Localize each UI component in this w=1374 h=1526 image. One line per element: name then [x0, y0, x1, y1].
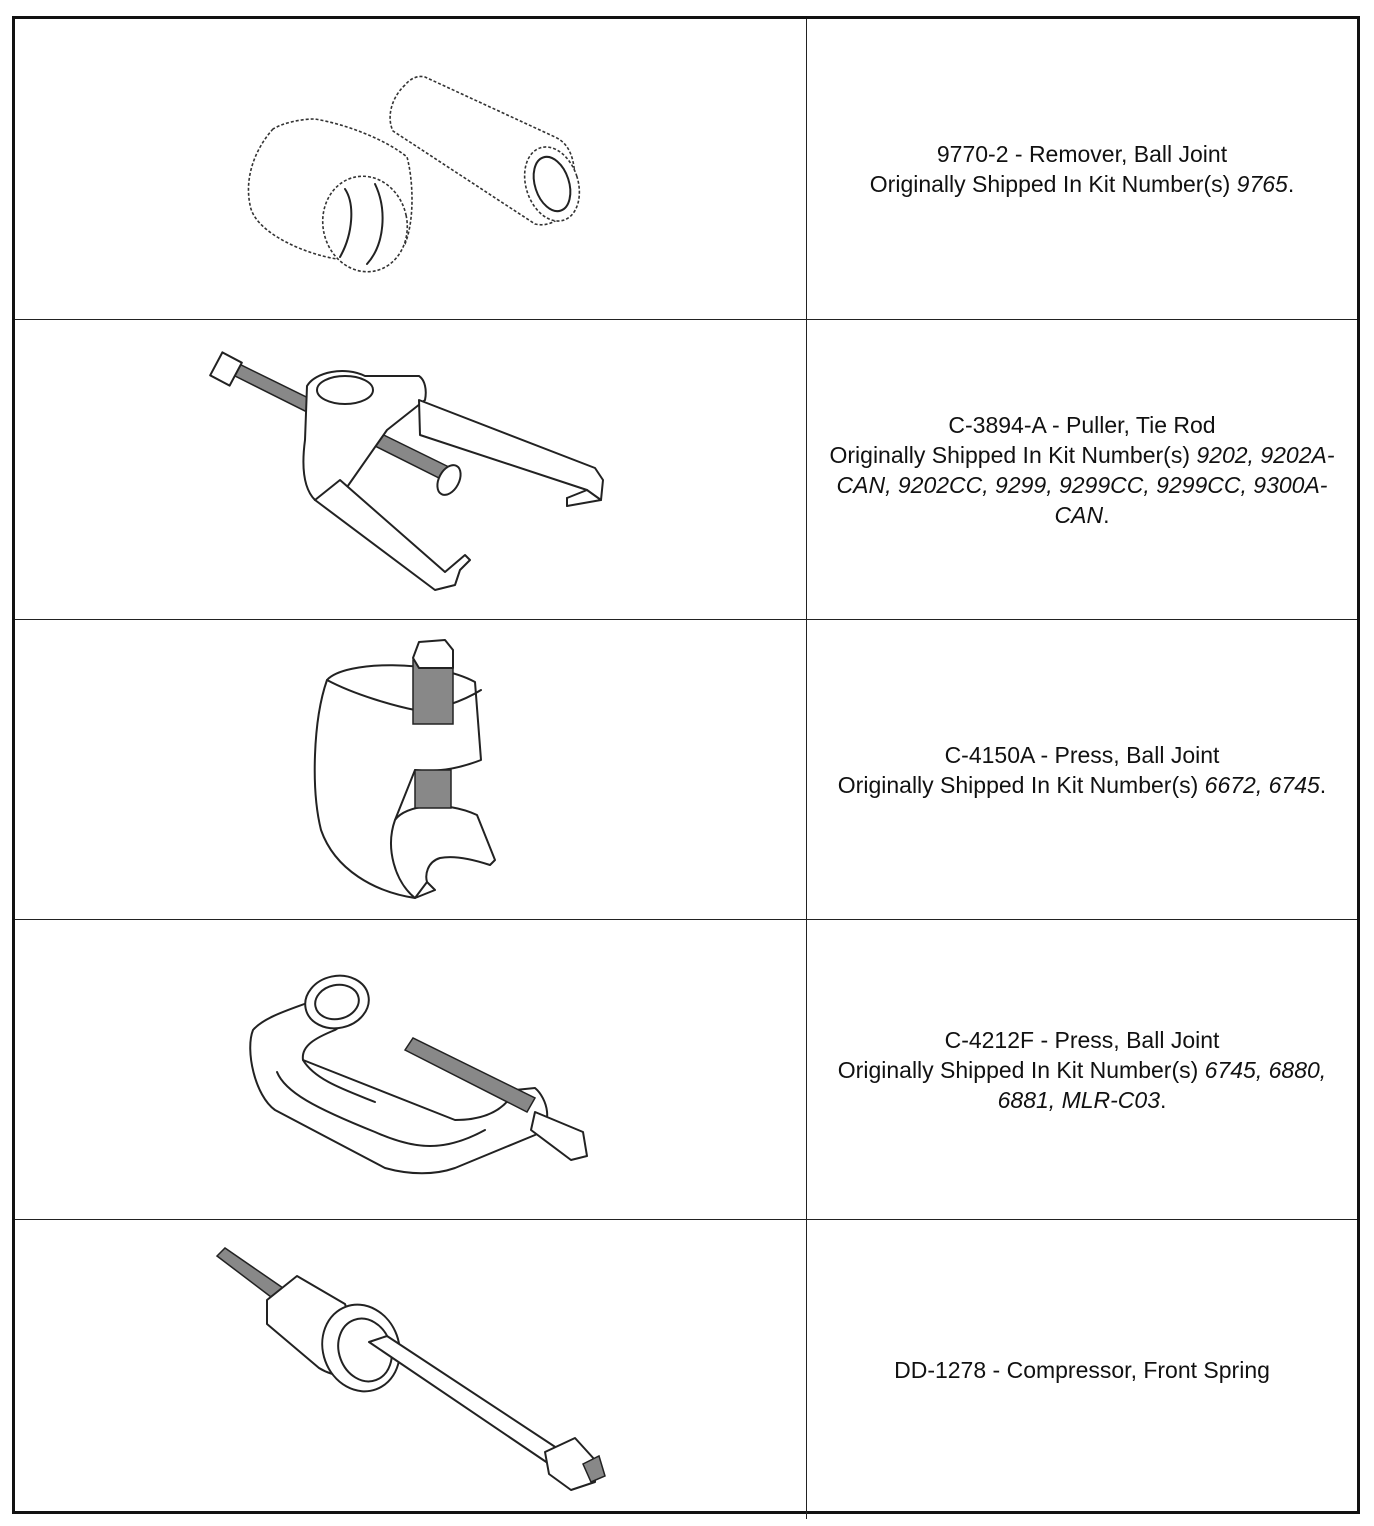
kit-suffix: . [1287, 171, 1295, 197]
tool-description-cell [807, 920, 1357, 1219]
tool-illustration-cell [15, 1220, 807, 1519]
tool-title: C-3894-A - Puller, Tie Rod [948, 411, 1216, 438]
tool-description [862, 139, 1302, 199]
kit-prefix: Originally Shipped In Kit Number(s) [837, 1056, 1205, 1083]
table-row [15, 1219, 1357, 1519]
table-row [15, 19, 1357, 319]
tool-description [807, 410, 1357, 530]
kit-suffix: . [1159, 1086, 1167, 1113]
kit-numbers: 6672, 6745 [1204, 771, 1320, 798]
kit-prefix: Originally Shipped In Kit Number(s) [829, 441, 1197, 468]
ball-joint-remover-illustration [15, 19, 807, 319]
tool-title: C-4212F - Press, Ball Joint [944, 1026, 1220, 1053]
tool-illustration-cell [15, 19, 807, 319]
special-tools-table [12, 16, 1360, 1514]
tool-description [807, 1025, 1357, 1115]
tie-rod-puller-illustration [15, 320, 807, 620]
kit-suffix: . [1319, 771, 1327, 798]
ball-joint-press-c-clamp-illustration [15, 920, 807, 1220]
tool-illustration-cell [15, 920, 807, 1219]
tool-description-cell [807, 19, 1357, 319]
kit-prefix: Originally Shipped In Kit Number(s) [837, 771, 1205, 798]
kit-numbers: 9202, 9202A-CAN, 9202CC, 9299, 9299CC, 9299CC, 9300A-CAN [836, 441, 1335, 528]
tool-description [830, 740, 1334, 800]
tool-illustration-cell [15, 620, 807, 919]
table-row [15, 319, 1357, 619]
table-row [15, 919, 1357, 1219]
kit-numbers: 9765 [1236, 171, 1288, 197]
kit-numbers: 6745, 6880, 6881, MLR-C03 [997, 1056, 1327, 1113]
tool-illustration-cell [15, 320, 807, 619]
tool-description [886, 1355, 1278, 1385]
kit-suffix: . [1103, 501, 1110, 528]
tool-description-cell [807, 1220, 1357, 1519]
tool-description-cell [807, 620, 1357, 919]
ball-joint-press-c-frame-illustration [15, 620, 807, 920]
kit-prefix: Originally Shipped In Kit Number(s) [869, 171, 1237, 197]
table-row [15, 619, 1357, 919]
tool-title: 9770-2 - Remover, Ball Joint [936, 141, 1228, 167]
tool-title: C-4150A - Press, Ball Joint [944, 741, 1220, 768]
tool-description-cell [807, 320, 1357, 619]
front-spring-compressor-illustration [15, 1220, 807, 1520]
tool-title: DD-1278 - Compressor, Front Spring [894, 1356, 1270, 1383]
